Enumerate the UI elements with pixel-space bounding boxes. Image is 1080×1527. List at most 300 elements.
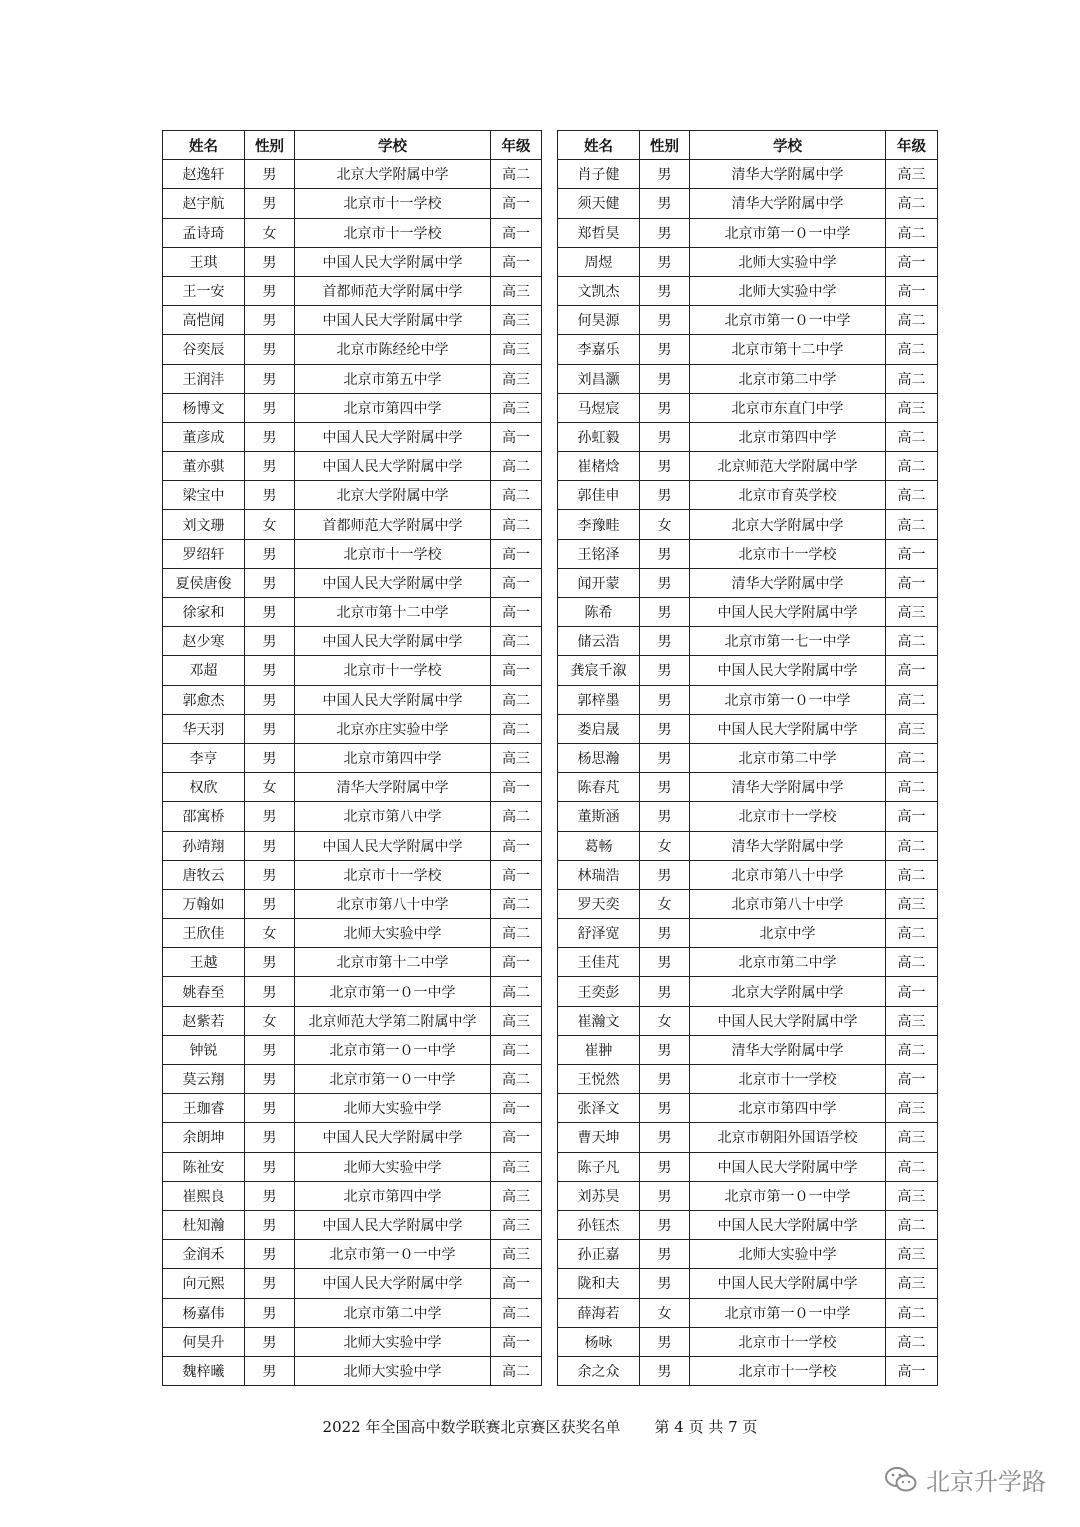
cell-gender: 男 — [245, 539, 295, 568]
cell-gender: 男 — [245, 306, 295, 335]
cell-grade: 高二 — [491, 1065, 542, 1094]
cell-grade: 高二 — [491, 714, 542, 743]
page-footer — [0, 1416, 1080, 1437]
cell-school: 北师大实验中学 — [295, 1356, 491, 1385]
cell-name: 崔翀 — [558, 1035, 640, 1064]
cell-name: 崔楮焓 — [558, 452, 640, 481]
cell-gender: 女 — [640, 889, 690, 918]
cell-grade: 高二 — [491, 802, 542, 831]
cell-school: 北京市十一学校 — [295, 656, 491, 685]
cell-gender: 男 — [245, 364, 295, 393]
cell-grade: 高一 — [886, 802, 938, 831]
cell-grade: 高二 — [491, 1298, 542, 1327]
cell-name: 孙正嘉 — [558, 1240, 640, 1269]
cell-school: 北京市第一０一中学 — [295, 977, 491, 1006]
cell-grade: 高三 — [886, 889, 938, 918]
table-row — [163, 889, 542, 918]
cell-name: 董彦成 — [163, 422, 245, 451]
cell-gender: 男 — [245, 1269, 295, 1298]
table-row — [163, 510, 542, 539]
cell-name: 葛畅 — [558, 831, 640, 860]
footer-title: 2022 年全国高中数学联赛北京赛区获奖名单 — [322, 1418, 621, 1436]
cell-grade: 高二 — [491, 452, 542, 481]
cell-grade: 高一 — [491, 773, 542, 802]
cell-school: 北京市第一０一中学 — [690, 1181, 886, 1210]
table-row — [558, 598, 938, 627]
table-row — [558, 364, 938, 393]
cell-school: 中国人民大学附属中学 — [295, 306, 491, 335]
table-row — [163, 539, 542, 568]
cell-grade: 高二 — [886, 1327, 938, 1356]
header-gender: 性别 — [245, 131, 295, 160]
cell-name: 杨思瀚 — [558, 743, 640, 772]
table-row — [163, 218, 542, 247]
cell-school: 中国人民大学附属中学 — [295, 685, 491, 714]
cell-school: 中国人民大学附属中学 — [690, 1210, 886, 1239]
cell-name: 何昊升 — [163, 1327, 245, 1356]
cell-name: 赵逸轩 — [163, 160, 245, 189]
table-row — [163, 1269, 542, 1298]
cell-gender: 男 — [640, 1123, 690, 1152]
cell-grade: 高一 — [491, 539, 542, 568]
table-row — [558, 306, 938, 335]
cell-grade: 高三 — [886, 1181, 938, 1210]
cell-grade: 高二 — [886, 306, 938, 335]
cell-name: 王珈睿 — [163, 1094, 245, 1123]
cell-name: 姚春至 — [163, 977, 245, 1006]
cell-grade: 高三 — [886, 714, 938, 743]
cell-school: 北师大实验中学 — [690, 1240, 886, 1269]
table-row — [163, 1065, 542, 1094]
cell-school: 中国人民大学附属中学 — [295, 1269, 491, 1298]
cell-name: 万翰如 — [163, 889, 245, 918]
cell-gender: 男 — [640, 919, 690, 948]
cell-school: 北京市第十二中学 — [295, 598, 491, 627]
table-row — [163, 1327, 542, 1356]
cell-grade: 高一 — [491, 1094, 542, 1123]
table-row — [163, 714, 542, 743]
table-row — [558, 1327, 938, 1356]
cell-grade: 高一 — [491, 218, 542, 247]
table-row — [163, 306, 542, 335]
cell-grade: 高二 — [491, 889, 542, 918]
cell-school: 中国人民大学附属中学 — [690, 656, 886, 685]
table-row — [558, 1181, 938, 1210]
cell-school: 北京市第一０一中学 — [690, 218, 886, 247]
cell-gender: 女 — [640, 1006, 690, 1035]
cell-school: 北师大实验中学 — [690, 247, 886, 276]
cell-gender: 男 — [640, 773, 690, 802]
cell-gender: 男 — [245, 1210, 295, 1239]
cell-school: 清华大学附属中学 — [690, 1035, 886, 1064]
cell-grade: 高二 — [886, 1210, 938, 1239]
cell-name: 郑哲昊 — [558, 218, 640, 247]
cell-grade: 高二 — [491, 1035, 542, 1064]
cell-school: 北京大学附属中学 — [295, 160, 491, 189]
cell-gender: 男 — [245, 422, 295, 451]
cell-name: 王越 — [163, 948, 245, 977]
table-row — [558, 189, 938, 218]
cell-gender: 女 — [245, 919, 295, 948]
table-row — [163, 1181, 542, 1210]
cell-gender: 男 — [640, 948, 690, 977]
cell-school: 北京市第二中学 — [295, 1298, 491, 1327]
cell-name: 孙虹毅 — [558, 422, 640, 451]
table-row — [163, 1152, 542, 1181]
table-row — [558, 1298, 938, 1327]
cell-grade: 高二 — [491, 1356, 542, 1385]
table-row — [163, 773, 542, 802]
cell-gender: 男 — [245, 831, 295, 860]
cell-gender: 男 — [640, 1269, 690, 1298]
roster-table-right — [557, 130, 938, 1386]
cell-grade: 高三 — [491, 1210, 542, 1239]
cell-gender: 男 — [245, 627, 295, 656]
cell-name: 郭愈杰 — [163, 685, 245, 714]
cell-gender: 男 — [245, 393, 295, 422]
cell-school: 清华大学附属中学 — [690, 189, 886, 218]
cell-gender: 男 — [245, 598, 295, 627]
table-row — [558, 247, 938, 276]
table-row — [163, 1298, 542, 1327]
cell-grade: 高三 — [886, 1240, 938, 1269]
cell-gender: 男 — [640, 218, 690, 247]
cell-gender: 男 — [245, 743, 295, 772]
cell-gender: 男 — [640, 1152, 690, 1181]
cell-gender: 男 — [245, 335, 295, 364]
table-row — [558, 773, 938, 802]
cell-gender: 男 — [640, 1240, 690, 1269]
cell-name: 张泽文 — [558, 1094, 640, 1123]
cell-grade: 高二 — [886, 218, 938, 247]
cell-grade: 高三 — [491, 276, 542, 305]
cell-school: 中国人民大学附属中学 — [690, 1006, 886, 1035]
cell-school: 首都师范大学附属中学 — [295, 276, 491, 305]
cell-gender: 女 — [640, 831, 690, 860]
cell-grade: 高二 — [886, 773, 938, 802]
table-row — [163, 1094, 542, 1123]
cell-name: 刘苏昊 — [558, 1181, 640, 1210]
cell-gender: 男 — [640, 452, 690, 481]
cell-gender: 男 — [640, 393, 690, 422]
table-row — [558, 1240, 938, 1269]
cell-gender: 男 — [245, 1123, 295, 1152]
cell-name: 杨博文 — [163, 393, 245, 422]
cell-grade: 高一 — [886, 568, 938, 597]
cell-name: 陈春芃 — [558, 773, 640, 802]
table-row — [163, 481, 542, 510]
cell-gender: 男 — [640, 977, 690, 1006]
cell-name: 赵宇航 — [163, 189, 245, 218]
cell-school: 北京市十一学校 — [690, 539, 886, 568]
table-row — [558, 889, 938, 918]
watermark — [884, 1462, 1046, 1497]
cell-grade: 高二 — [886, 189, 938, 218]
table-row — [163, 189, 542, 218]
cell-name: 赵紫若 — [163, 1006, 245, 1035]
cell-school: 北京市第四中学 — [690, 422, 886, 451]
cell-grade: 高三 — [886, 598, 938, 627]
table-header-row — [558, 131, 938, 160]
cell-name: 马煜宸 — [558, 393, 640, 422]
cell-gender: 男 — [640, 860, 690, 889]
table-row — [558, 1152, 938, 1181]
table-row — [163, 452, 542, 481]
cell-grade: 高二 — [886, 1035, 938, 1064]
cell-school: 北京市第一０一中学 — [690, 306, 886, 335]
cell-school: 北京师范大学附属中学 — [690, 452, 886, 481]
cell-gender: 男 — [640, 481, 690, 510]
cell-school: 中国人民大学附属中学 — [295, 1123, 491, 1152]
table-row — [558, 1123, 938, 1152]
cell-gender: 男 — [640, 1356, 690, 1385]
cell-school: 北京市第一七一中学 — [690, 627, 886, 656]
cell-name: 余之众 — [558, 1356, 640, 1385]
cell-name: 崔瀚文 — [558, 1006, 640, 1035]
cell-gender: 男 — [640, 1181, 690, 1210]
cell-school: 北师大实验中学 — [690, 276, 886, 305]
header-school: 学校 — [690, 131, 886, 160]
cell-name: 李嘉乐 — [558, 335, 640, 364]
table-row — [558, 1006, 938, 1035]
cell-gender: 男 — [640, 335, 690, 364]
cell-grade: 高三 — [491, 335, 542, 364]
cell-name: 孙钰杰 — [558, 1210, 640, 1239]
table-row — [163, 802, 542, 831]
cell-gender: 男 — [245, 1065, 295, 1094]
cell-school: 北京市东直门中学 — [690, 393, 886, 422]
table-row — [163, 1356, 542, 1385]
table-row — [163, 948, 542, 977]
table-row — [558, 160, 938, 189]
cell-grade: 高二 — [491, 627, 542, 656]
cell-grade: 高一 — [491, 1123, 542, 1152]
table-row — [558, 1210, 938, 1239]
cell-school: 北京市第二中学 — [690, 948, 886, 977]
cell-grade: 高二 — [491, 160, 542, 189]
cell-school: 北京市十一学校 — [690, 802, 886, 831]
cell-school: 北京市十一学校 — [690, 1356, 886, 1385]
cell-name: 陇和夫 — [558, 1269, 640, 1298]
cell-name: 刘昌灏 — [558, 364, 640, 393]
cell-school: 中国人民大学附属中学 — [295, 831, 491, 860]
table-row — [163, 831, 542, 860]
cell-gender: 男 — [640, 1094, 690, 1123]
cell-gender: 男 — [640, 422, 690, 451]
cell-gender: 女 — [640, 1298, 690, 1327]
table-row — [558, 743, 938, 772]
cell-grade: 高二 — [886, 919, 938, 948]
table-row — [558, 1094, 938, 1123]
cell-gender: 男 — [640, 627, 690, 656]
cell-school: 中国人民大学附属中学 — [690, 1269, 886, 1298]
table-row — [558, 539, 938, 568]
cell-school: 北京市第一０一中学 — [295, 1240, 491, 1269]
cell-gender: 男 — [245, 247, 295, 276]
cell-gender: 男 — [640, 364, 690, 393]
table-row — [163, 160, 542, 189]
cell-grade: 高二 — [886, 452, 938, 481]
cell-gender: 男 — [245, 1094, 295, 1123]
cell-school: 北京市十一学校 — [295, 218, 491, 247]
cell-grade: 高三 — [886, 393, 938, 422]
roster-table-left — [162, 130, 542, 1386]
cell-gender: 女 — [640, 510, 690, 539]
cell-school: 北京市第一０一中学 — [690, 1298, 886, 1327]
cell-grade: 高二 — [886, 831, 938, 860]
cell-school: 北京师范大学第二附属中学 — [295, 1006, 491, 1035]
cell-name: 夏侯唐俊 — [163, 568, 245, 597]
cell-grade: 高三 — [886, 1269, 938, 1298]
cell-school: 北京市第五中学 — [295, 364, 491, 393]
cell-name: 郭梓墨 — [558, 685, 640, 714]
cell-grade: 高一 — [491, 831, 542, 860]
cell-school: 北京市十一学校 — [690, 1327, 886, 1356]
cell-school: 中国人民大学附属中学 — [295, 422, 491, 451]
cell-school: 北京大学附属中学 — [690, 977, 886, 1006]
cell-name: 何昊源 — [558, 306, 640, 335]
cell-name: 薛海若 — [558, 1298, 640, 1327]
cell-grade: 高三 — [491, 743, 542, 772]
cell-grade: 高三 — [491, 1152, 542, 1181]
cell-school: 中国人民大学附属中学 — [295, 568, 491, 597]
cell-gender: 男 — [245, 1152, 295, 1181]
table-row — [558, 335, 938, 364]
cell-name: 邓超 — [163, 656, 245, 685]
cell-name: 闻开蒙 — [558, 568, 640, 597]
cell-name: 陈祉安 — [163, 1152, 245, 1181]
table-row — [163, 335, 542, 364]
cell-school: 北京市育英学校 — [690, 481, 886, 510]
cell-name: 钟锐 — [163, 1035, 245, 1064]
cell-name: 王一安 — [163, 276, 245, 305]
cell-grade: 高一 — [491, 247, 542, 276]
cell-name: 赵少寒 — [163, 627, 245, 656]
cell-name: 李豫畦 — [558, 510, 640, 539]
cell-name: 向元熙 — [163, 1269, 245, 1298]
cell-school: 清华大学附属中学 — [690, 773, 886, 802]
cell-gender: 男 — [245, 452, 295, 481]
cell-school: 北京亦庄实验中学 — [295, 714, 491, 743]
cell-name: 舒泽宽 — [558, 919, 640, 948]
cell-grade: 高二 — [491, 685, 542, 714]
cell-name: 王琪 — [163, 247, 245, 276]
cell-school: 北京大学附属中学 — [295, 481, 491, 510]
cell-name: 王佳芃 — [558, 948, 640, 977]
cell-school: 北京市第一０一中学 — [295, 1035, 491, 1064]
cell-grade: 高二 — [886, 422, 938, 451]
cell-school: 北京市十一学校 — [690, 1065, 886, 1094]
cell-name: 林瑞浩 — [558, 860, 640, 889]
cell-gender: 男 — [640, 1035, 690, 1064]
cell-name: 魏梓曦 — [163, 1356, 245, 1385]
cell-grade: 高二 — [886, 481, 938, 510]
table-row — [163, 743, 542, 772]
cell-grade: 高一 — [886, 656, 938, 685]
cell-name: 肖子健 — [558, 160, 640, 189]
cell-name: 唐牧云 — [163, 860, 245, 889]
cell-grade: 高一 — [491, 1269, 542, 1298]
cell-school: 北京市陈经纶中学 — [295, 335, 491, 364]
cell-gender: 男 — [640, 802, 690, 831]
cell-school: 中国人民大学附属中学 — [295, 247, 491, 276]
cell-school: 北京大学附属中学 — [690, 510, 886, 539]
cell-name: 罗天奕 — [558, 889, 640, 918]
cell-name: 金润禾 — [163, 1240, 245, 1269]
cell-school: 北京市第一０一中学 — [690, 685, 886, 714]
table-row — [163, 598, 542, 627]
cell-name: 梁宝中 — [163, 481, 245, 510]
cell-name: 文凯杰 — [558, 276, 640, 305]
table-row — [163, 860, 542, 889]
cell-school: 北京市第八十中学 — [690, 860, 886, 889]
cell-name: 董亦骐 — [163, 452, 245, 481]
table-row — [558, 685, 938, 714]
cell-name: 徐家和 — [163, 598, 245, 627]
cell-gender: 男 — [640, 1327, 690, 1356]
cell-name: 储云浩 — [558, 627, 640, 656]
table-row — [558, 831, 938, 860]
cell-name: 杨咏 — [558, 1327, 640, 1356]
table-row — [558, 393, 938, 422]
table-row — [558, 1065, 938, 1094]
cell-name: 王悦然 — [558, 1065, 640, 1094]
table-row — [558, 977, 938, 1006]
cell-grade: 高二 — [886, 685, 938, 714]
wechat-icon — [884, 1465, 918, 1495]
table-row — [558, 422, 938, 451]
table-row — [558, 1035, 938, 1064]
cell-gender: 男 — [640, 306, 690, 335]
cell-grade: 高一 — [491, 189, 542, 218]
cell-grade: 高三 — [491, 1240, 542, 1269]
cell-school: 中国人民大学附属中学 — [295, 627, 491, 656]
cell-name: 崔熙良 — [163, 1181, 245, 1210]
cell-school: 中国人民大学附属中学 — [690, 714, 886, 743]
cell-grade: 高二 — [886, 627, 938, 656]
cell-school: 清华大学附属中学 — [295, 773, 491, 802]
cell-gender: 男 — [245, 189, 295, 218]
cell-gender: 男 — [245, 1240, 295, 1269]
cell-school: 北京市第八十中学 — [690, 889, 886, 918]
cell-gender: 男 — [640, 539, 690, 568]
cell-grade: 高二 — [491, 481, 542, 510]
cell-name: 郭佳申 — [558, 481, 640, 510]
cell-grade: 高二 — [886, 364, 938, 393]
cell-grade: 高三 — [886, 1094, 938, 1123]
cell-school: 北京市十一学校 — [295, 860, 491, 889]
table-row — [163, 1006, 542, 1035]
cell-grade: 高三 — [491, 393, 542, 422]
cell-name: 邵寓桥 — [163, 802, 245, 831]
cell-school: 北京市第四中学 — [295, 1181, 491, 1210]
table-row — [558, 714, 938, 743]
cell-school: 清华大学附属中学 — [690, 568, 886, 597]
cell-gender: 男 — [640, 685, 690, 714]
cell-school: 北师大实验中学 — [295, 919, 491, 948]
table-row — [558, 1269, 938, 1298]
cell-school: 中国人民大学附属中学 — [690, 1152, 886, 1181]
watermark-text: 北京升学路 — [926, 1468, 1046, 1496]
cell-grade: 高一 — [491, 568, 542, 597]
cell-name: 王铭泽 — [558, 539, 640, 568]
cell-grade: 高三 — [491, 1181, 542, 1210]
table-row — [558, 919, 938, 948]
cell-name: 王欣佳 — [163, 919, 245, 948]
table-row — [558, 802, 938, 831]
cell-gender: 男 — [640, 656, 690, 685]
cell-grade: 高一 — [491, 656, 542, 685]
